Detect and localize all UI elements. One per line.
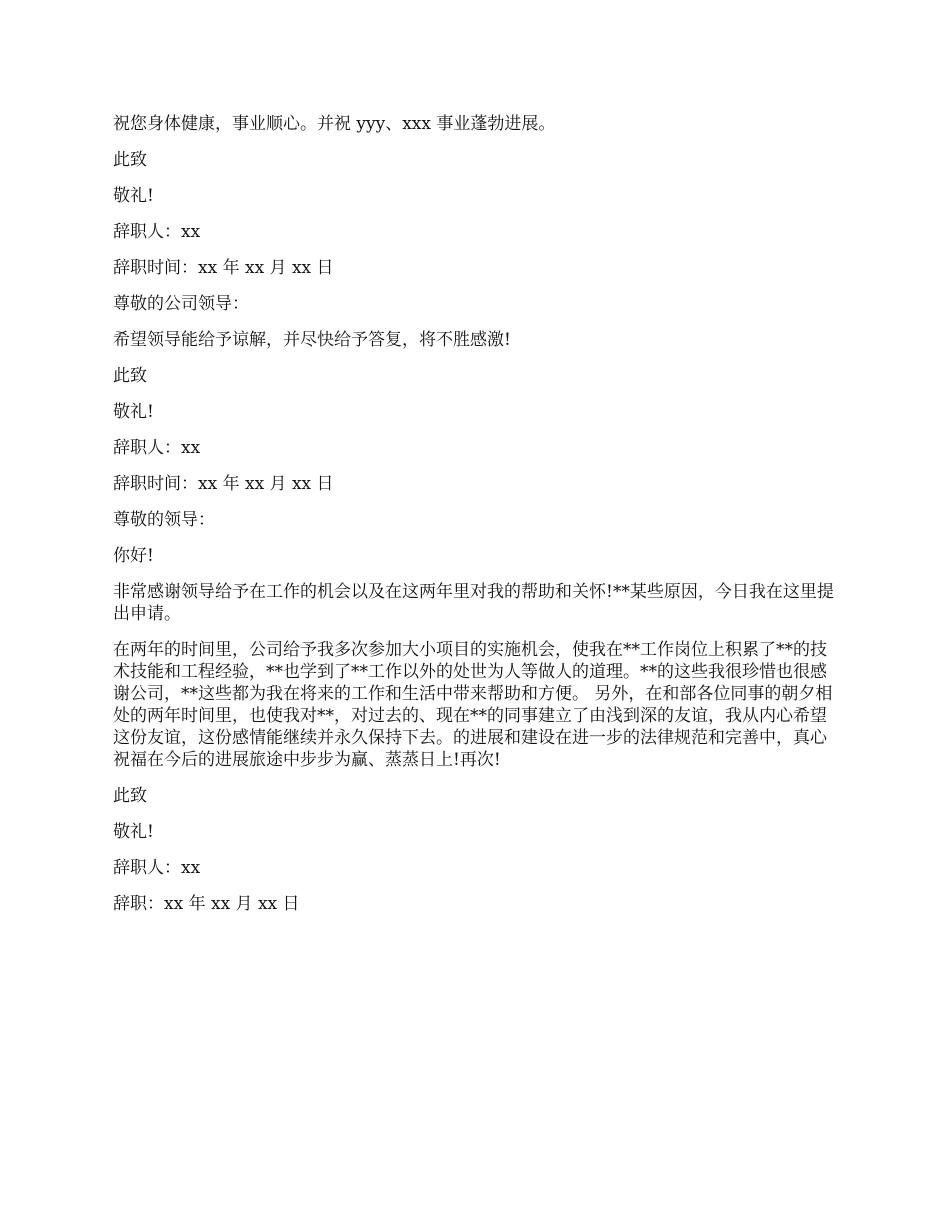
paragraph-closing: 此致 — [113, 150, 147, 170]
paragraph-closing: 此致 — [113, 786, 147, 806]
paragraph-greeting: 尊敬的领导： — [113, 510, 215, 530]
paragraph-signer: 辞职人：xx — [113, 222, 201, 242]
paragraph-body: 在两年的时间里，公司给予我多次参加大小项目的实施机会，使我在**工作岗位上积累了**的技术技能和工程经验，**也学到了**工作以外的处世为人等做人的道理。**的这些我很珍惜也很感谢公司，**这些都为我在将来的工作和生活中带来帮助和方便。 另外，在和部各位同事的朝夕相处的两年时间里，也使我对**，对过去的、现在**的同事建立了由浅到深的友谊，我从内心希望这份友谊，这份感情能继续并永久保持下去。的进展和建设在进一步的法律规范和完善中，真心祝福在今后的进展旅途中步步为赢、蒸蒸日上!再次! — [113, 640, 833, 770]
paragraph-salutation: 敬礼! — [113, 822, 154, 842]
paragraph-body: 希望领导能给予谅解，并尽快给予答复，将不胜感激! — [113, 330, 511, 350]
paragraph-date: 辞职时间：xx 年 xx 月 xx 日 — [113, 474, 334, 494]
paragraph-signer: 辞职人：xx — [113, 858, 201, 878]
paragraph-date: 辞职：xx 年 xx 月 xx 日 — [113, 894, 300, 914]
paragraph-salutation: 敬礼! — [113, 186, 154, 206]
paragraph-signer: 辞职人：xx — [113, 438, 201, 458]
paragraph-closing: 此致 — [113, 366, 147, 386]
paragraph-hello: 你好! — [113, 546, 154, 566]
paragraph-body: 非常感谢领导给予在工作的机会以及在这两年里对我的帮助和关怀!**某些原因，今日我在这里提出申请。 — [113, 582, 834, 624]
paragraph-greeting: 尊敬的公司领导： — [113, 294, 249, 314]
paragraph-wishes: 祝您身体健康，事业顺心。并祝 yyy、xxx 事业蓬勃进展。 — [113, 114, 556, 134]
paragraph-salutation: 敬礼! — [113, 402, 154, 422]
paragraph-date: 辞职时间：xx 年 xx 月 xx 日 — [113, 258, 334, 278]
document-body — [113, 113, 838, 929]
